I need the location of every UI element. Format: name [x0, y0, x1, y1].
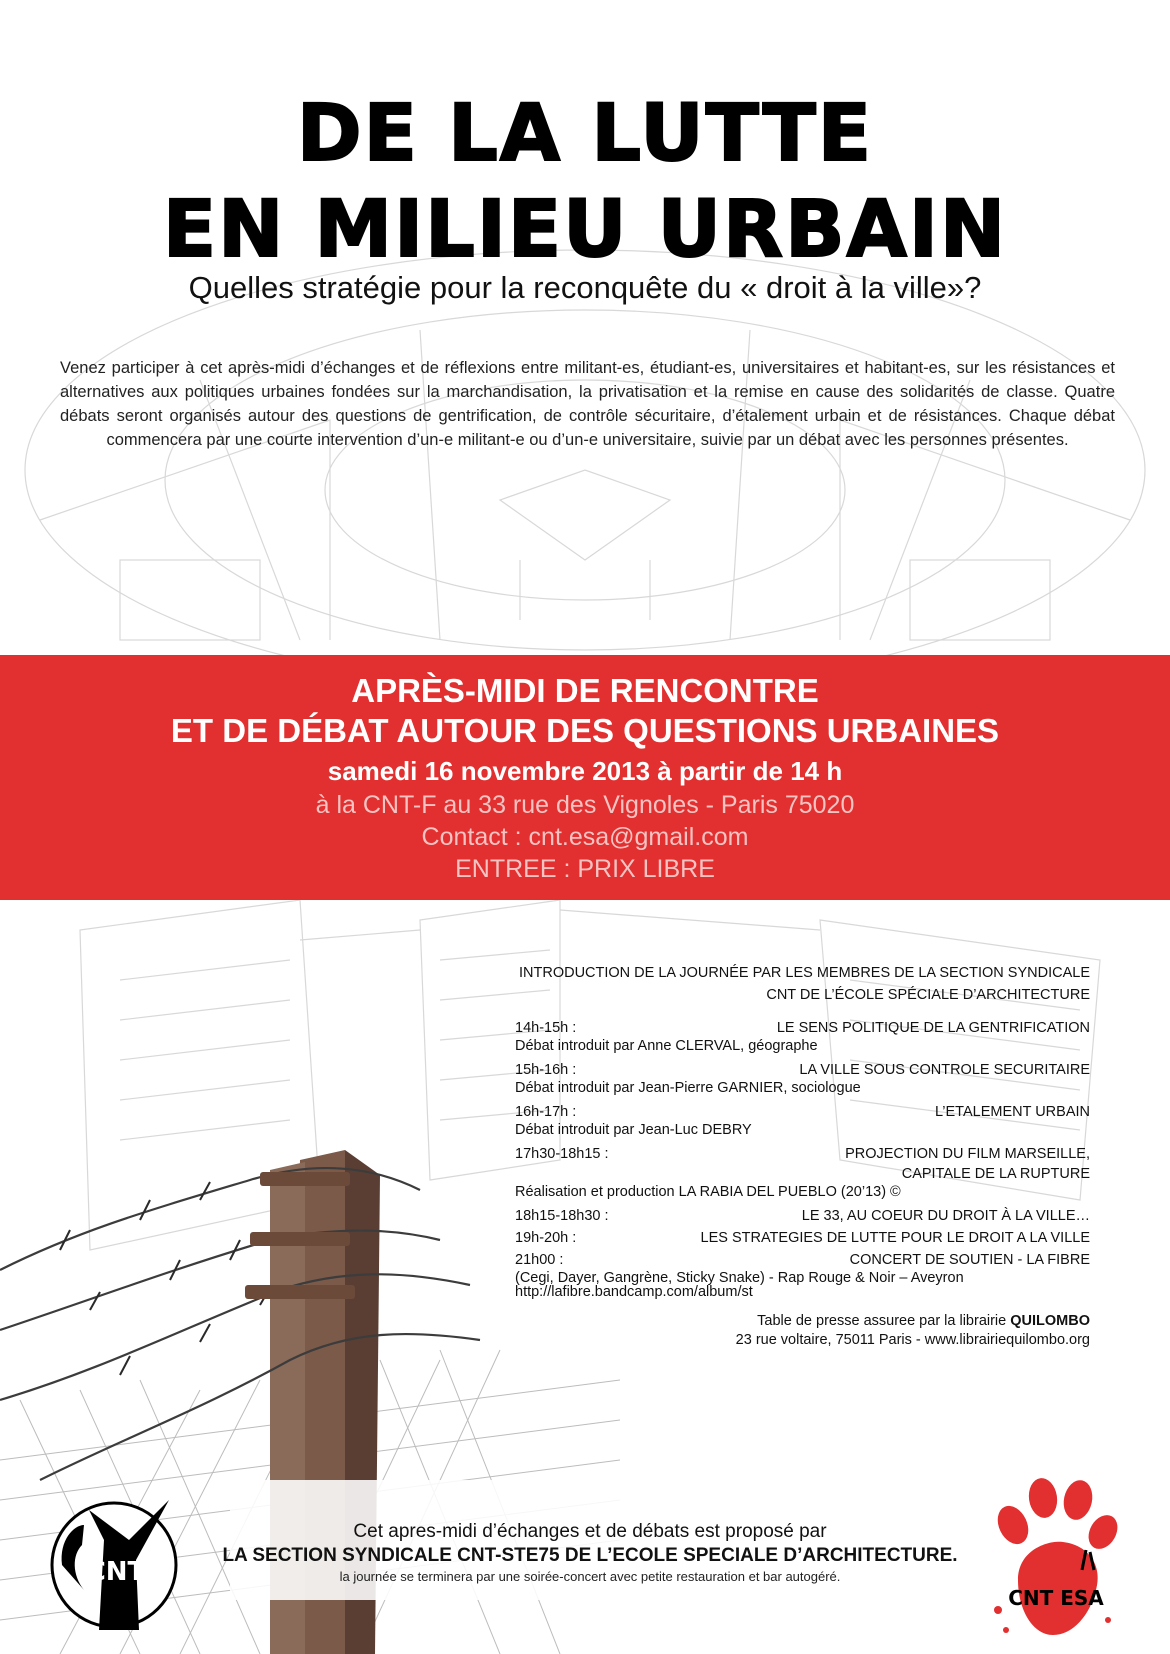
presse-prefix: Table de presse assuree par la librairie	[757, 1313, 1011, 1329]
band-heading-1: APRÈS-MIDI DE RENCONTRE	[351, 672, 819, 709]
entry-label: LE SENS POLITIQUE DE LA GENTRIFICATION	[776, 1020, 1090, 1036]
entry-label: PROJECTION DU FILM MARSEILLE,	[845, 1146, 1090, 1162]
title-line-2: EN MILIEU URBAIN	[162, 185, 1008, 275]
program-intro-line-2: CNT DE L’ÉCOLE SPÉCIALE D’ARCHITECTURE	[766, 987, 1090, 1003]
entry-label: CONCERT DE SOUTIEN - LA FIBRE	[849, 1252, 1090, 1268]
entry-time: 18h15-18h30 :	[515, 1208, 609, 1224]
cnt-cat-logo	[44, 1470, 184, 1635]
entry-label: L’ETALEMENT URBAIN	[935, 1104, 1090, 1120]
footer-line-1: Cet apres-midi d’échanges et de débats est proposé par	[353, 1521, 827, 1542]
entry-label-2: CAPITALE DE LA RUPTURE	[901, 1166, 1090, 1182]
cnt-logo-text: CNT	[86, 1557, 146, 1587]
schedule-entry	[515, 1018, 1090, 1054]
footer-line-3: la journée se terminera par une soirée-concert avec petite restauration et bar autogéré.	[339, 1569, 841, 1584]
entry-time: 21h00 :	[515, 1252, 564, 1268]
intro-paragraph: Venez participer à cet après-midi d’échanges et de réflexions entre militant-es, étudiant-es, universitaires et habitant-es, sur les résistances et alternatives aux politiques urbaines fondées sur la marchandisation, la privatisation et la remise en cause des solidarités de classe. Quatre débats seront organisés autour des questions de gentrification, de contrôle sécuritaire, d’étalement urbain et de résistances. Chaque débat commencera par une courte intervention d’un-e militant-e ou d’un-e universitaire, suivie par un débat avec les personnes présentes.	[60, 359, 1115, 449]
entry-label: LE 33, AU COEUR DU DROIT À LA VILLE…	[801, 1208, 1090, 1224]
organizer-footer	[150, 1520, 1030, 1586]
schedule-entry	[515, 1060, 1090, 1096]
cnt-esa-paw-logo	[978, 1470, 1128, 1645]
entry-time: 19h-20h :	[515, 1230, 577, 1246]
event-address: à la CNT-F au 33 rue des Vignoles - Paris 75020	[315, 791, 855, 819]
poster-title	[0, 86, 1170, 278]
event-info-band	[0, 655, 1170, 900]
entry-time: 15h-16h :	[515, 1062, 577, 1078]
presse-bookshop: QUILOMBO	[1010, 1313, 1090, 1329]
entry-time: 14h-15h :	[515, 1020, 577, 1036]
event-date: samedi 16 novembre 2013 à partir de 14 h	[327, 756, 843, 786]
footer-line-2: LA SECTION SYNDICALE CNT-STE75 DE L’ECOLE SPECIALE D’ARCHITECTURE.	[222, 1545, 958, 1566]
event-entry: ENTREE : PRIX LIBRE	[455, 855, 715, 883]
presse-address: 23 rue voltaire, 75011 Paris - www.librairiequilombo.org	[735, 1332, 1090, 1348]
band-heading-2: ET DE DÉBAT AUTOUR DES QUESTIONS URBAINES	[170, 712, 1000, 749]
entry-sub: Débat introduit par Jean-Luc DEBRY	[515, 1122, 752, 1138]
entry-time: 16h-17h :	[515, 1104, 577, 1120]
entry-label: LA VILLE SOUS CONTROLE SECURITAIRE	[799, 1062, 1090, 1078]
event-contact: Contact : cnt.esa@gmail.com	[421, 823, 749, 851]
title-line-1: DE LA LUTTE	[296, 89, 874, 179]
cnt-esa-logo-text: CNT ESA	[1008, 1586, 1104, 1610]
entry-time: 17h30-18h15 :	[515, 1146, 609, 1162]
entry-sub: Débat introduit par Jean-Pierre GARNIER, sociologue	[515, 1080, 861, 1096]
entry-sub: Réalisation et production LA RABIA DEL PUEBLO (20’13) ©	[515, 1184, 901, 1200]
poster-subtitle: Quelles stratégie pour la reconquête du « droit à la ville»?	[188, 270, 982, 305]
program-intro	[515, 962, 1090, 1006]
entry-sub: (Cegi, Dayer, Gangrène, Sticky Snake) - Rap Rouge & Noir – Aveyron	[515, 1270, 964, 1286]
entry-sub: Débat introduit par Anne CLERVAL, géographe	[515, 1038, 818, 1054]
entry-label: LES STRATEGIES DE LUTTE POUR LE DROIT A LA VILLE	[700, 1230, 1090, 1246]
program-intro-line-1: INTRODUCTION DE LA JOURNÉE PAR LES MEMBRES DE LA SECTION SYNDICALE	[519, 965, 1090, 981]
entry-link: http://lafibre.bandcamp.com/album/st	[515, 1284, 753, 1300]
